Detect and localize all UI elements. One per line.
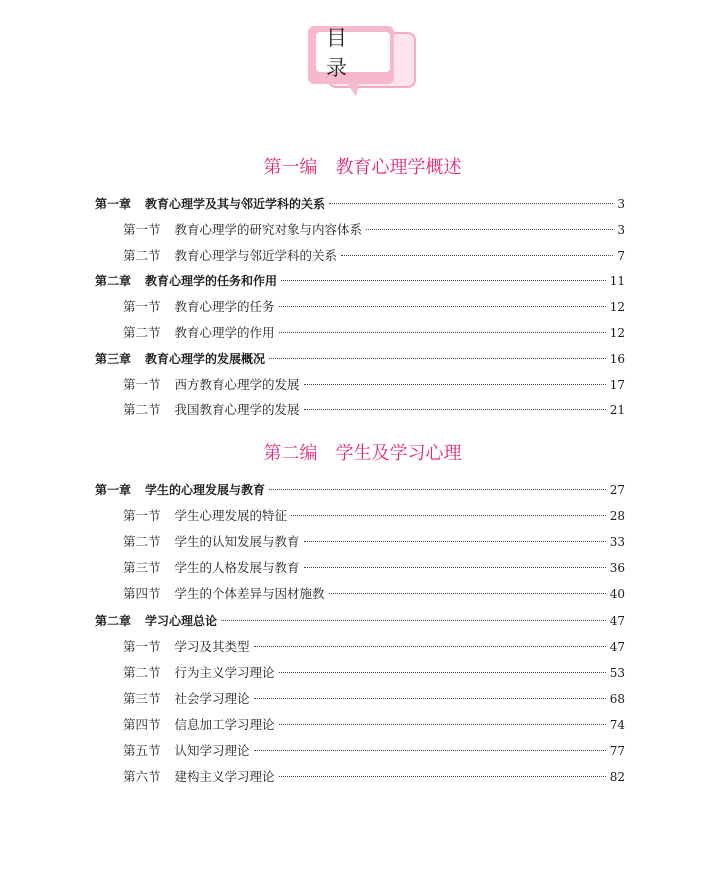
entry-title: 学生的人格发展与教育 [174,560,300,576]
dot-leader [279,671,606,673]
dot-leader [254,697,606,699]
part-title: 第一编 教育心理学概述 [263,157,462,178]
entry-number: 第二节 [123,247,161,263]
dot-leader [281,279,606,281]
entry-number: 第一节 [123,508,161,524]
dot-leader [279,305,606,307]
entry-title: 学生的认知发展与教育 [174,534,300,550]
entry-number: 第一节 [123,221,161,237]
entry-title: 学生的个体差异与因材施教 [174,586,325,602]
toc-section-entry[interactable] [95,637,625,657]
entry-title: 教育心理学的任务 [174,299,275,315]
toc-title: 目 录 [326,26,359,80]
entry-number: 第三节 [123,560,161,576]
page-number: 21 [609,403,625,418]
entry-number: 第二节 [123,534,161,550]
toc-section-entry[interactable] [95,532,625,552]
toc-section-entry[interactable] [95,297,625,317]
dot-leader [254,645,606,647]
dot-leader [291,514,606,516]
entry-title: 建构主义学习理论 [174,769,275,785]
toc-section-entry[interactable] [95,220,625,240]
speech-bubble-tail [346,82,360,96]
entry-number: 第二章 [95,274,132,289]
toc-chapter-entry[interactable] [95,611,625,631]
page-number: 33 [609,535,625,550]
page-number: 68 [609,691,625,706]
part-title: 第二编 学生及学习心理 [263,443,462,464]
page-number: 82 [609,770,625,785]
toc-section-entry[interactable] [95,741,625,761]
page-number: 3 [617,197,625,211]
toc-section-entry[interactable] [95,246,625,266]
toc-section-entry[interactable] [95,584,625,604]
entry-number: 第二章 [95,613,132,628]
entry-title: 行为主义学习理论 [174,664,275,680]
toc-chapter-entry[interactable] [95,480,625,500]
dot-leader [329,202,613,204]
page-number: 36 [609,561,625,576]
entry-title: 教育心理学的发展概况 [145,351,266,366]
dot-leader [304,540,606,542]
entry-title: 教育心理学的研究对象与内容体系 [174,221,363,237]
toc-section-entry[interactable] [95,323,625,343]
entry-number: 第六节 [123,769,161,785]
entry-number: 第一节 [123,299,161,315]
toc-section-entry[interactable] [95,689,625,709]
entry-number: 第二节 [123,664,161,680]
entry-number: 第二节 [123,325,161,340]
page-number: 77 [609,744,625,758]
entry-number: 第四节 [123,586,161,602]
dot-leader [304,566,606,568]
entry-title: 学生心理发展的特征 [174,508,288,524]
dot-leader [221,619,606,621]
entry-title: 我国教育心理学的发展 [174,402,300,418]
toc-chapter-entry[interactable] [95,194,625,214]
entry-title: 教育心理学及其与邻近学科的关系 [145,197,326,211]
toc-section-entry[interactable] [95,715,625,735]
page-number: 17 [609,377,625,392]
page-number: 16 [609,351,625,366]
entry-number: 第四节 [123,716,161,732]
toc-section-entry[interactable] [95,558,625,578]
page-number: 3 [617,222,625,237]
entry-title: 西方教育心理学的发展 [174,376,300,392]
entry-title: 学习心理总论 [145,613,218,628]
entry-title: 认知学习理论 [174,743,250,758]
page-number: 12 [609,300,625,315]
toc-title-badge [306,24,412,96]
dot-leader [269,357,606,359]
dot-leader [279,723,606,725]
page-number: 28 [609,509,625,524]
page-number: 11 [609,274,625,289]
entry-title: 教育心理学的任务和作用 [145,274,278,289]
entry-number: 第一节 [123,376,161,392]
page-number: 27 [609,483,625,497]
toc-chapter-entry[interactable] [95,271,625,291]
entry-number: 第五节 [123,743,161,758]
toc-section-entry[interactable] [95,400,625,420]
entry-number: 第三章 [95,351,132,366]
page-number: 74 [609,717,625,732]
entry-number: 第一章 [95,483,132,497]
entry-title: 学生的心理发展与教育 [145,483,266,497]
entry-title: 社会学习理论 [174,690,250,706]
page-number: 47 [609,639,625,654]
entry-number: 第三节 [123,690,161,706]
toc-section-entry[interactable] [95,663,625,683]
entry-number: 第一节 [123,638,161,654]
toc-chapter-entry[interactable] [95,349,625,369]
dot-leader [269,488,606,490]
entry-title: 教育心理学的作用 [174,325,275,340]
dot-leader [366,228,613,230]
page-number: 12 [609,326,625,340]
dot-leader [304,383,606,385]
toc-section-entry[interactable] [95,767,625,787]
dot-leader [304,408,606,410]
entry-title: 信息加工学习理论 [174,716,275,732]
page-number: 40 [609,587,625,602]
entry-title: 学习及其类型 [174,638,250,654]
dot-leader [329,592,606,594]
entry-number: 第二节 [123,402,161,418]
dot-leader [279,775,606,777]
dot-leader [279,331,606,333]
page-number: 53 [609,665,625,680]
page-number: 7 [617,248,625,263]
dot-leader [341,254,613,256]
page-number: 47 [609,613,625,628]
toc-section-entry[interactable] [95,506,625,526]
dot-leader [254,749,606,751]
speech-bubble-front [308,26,394,84]
entry-title: 教育心理学与邻近学科的关系 [174,247,338,263]
entry-number: 第一章 [95,197,132,211]
toc-section-entry[interactable] [95,375,625,395]
